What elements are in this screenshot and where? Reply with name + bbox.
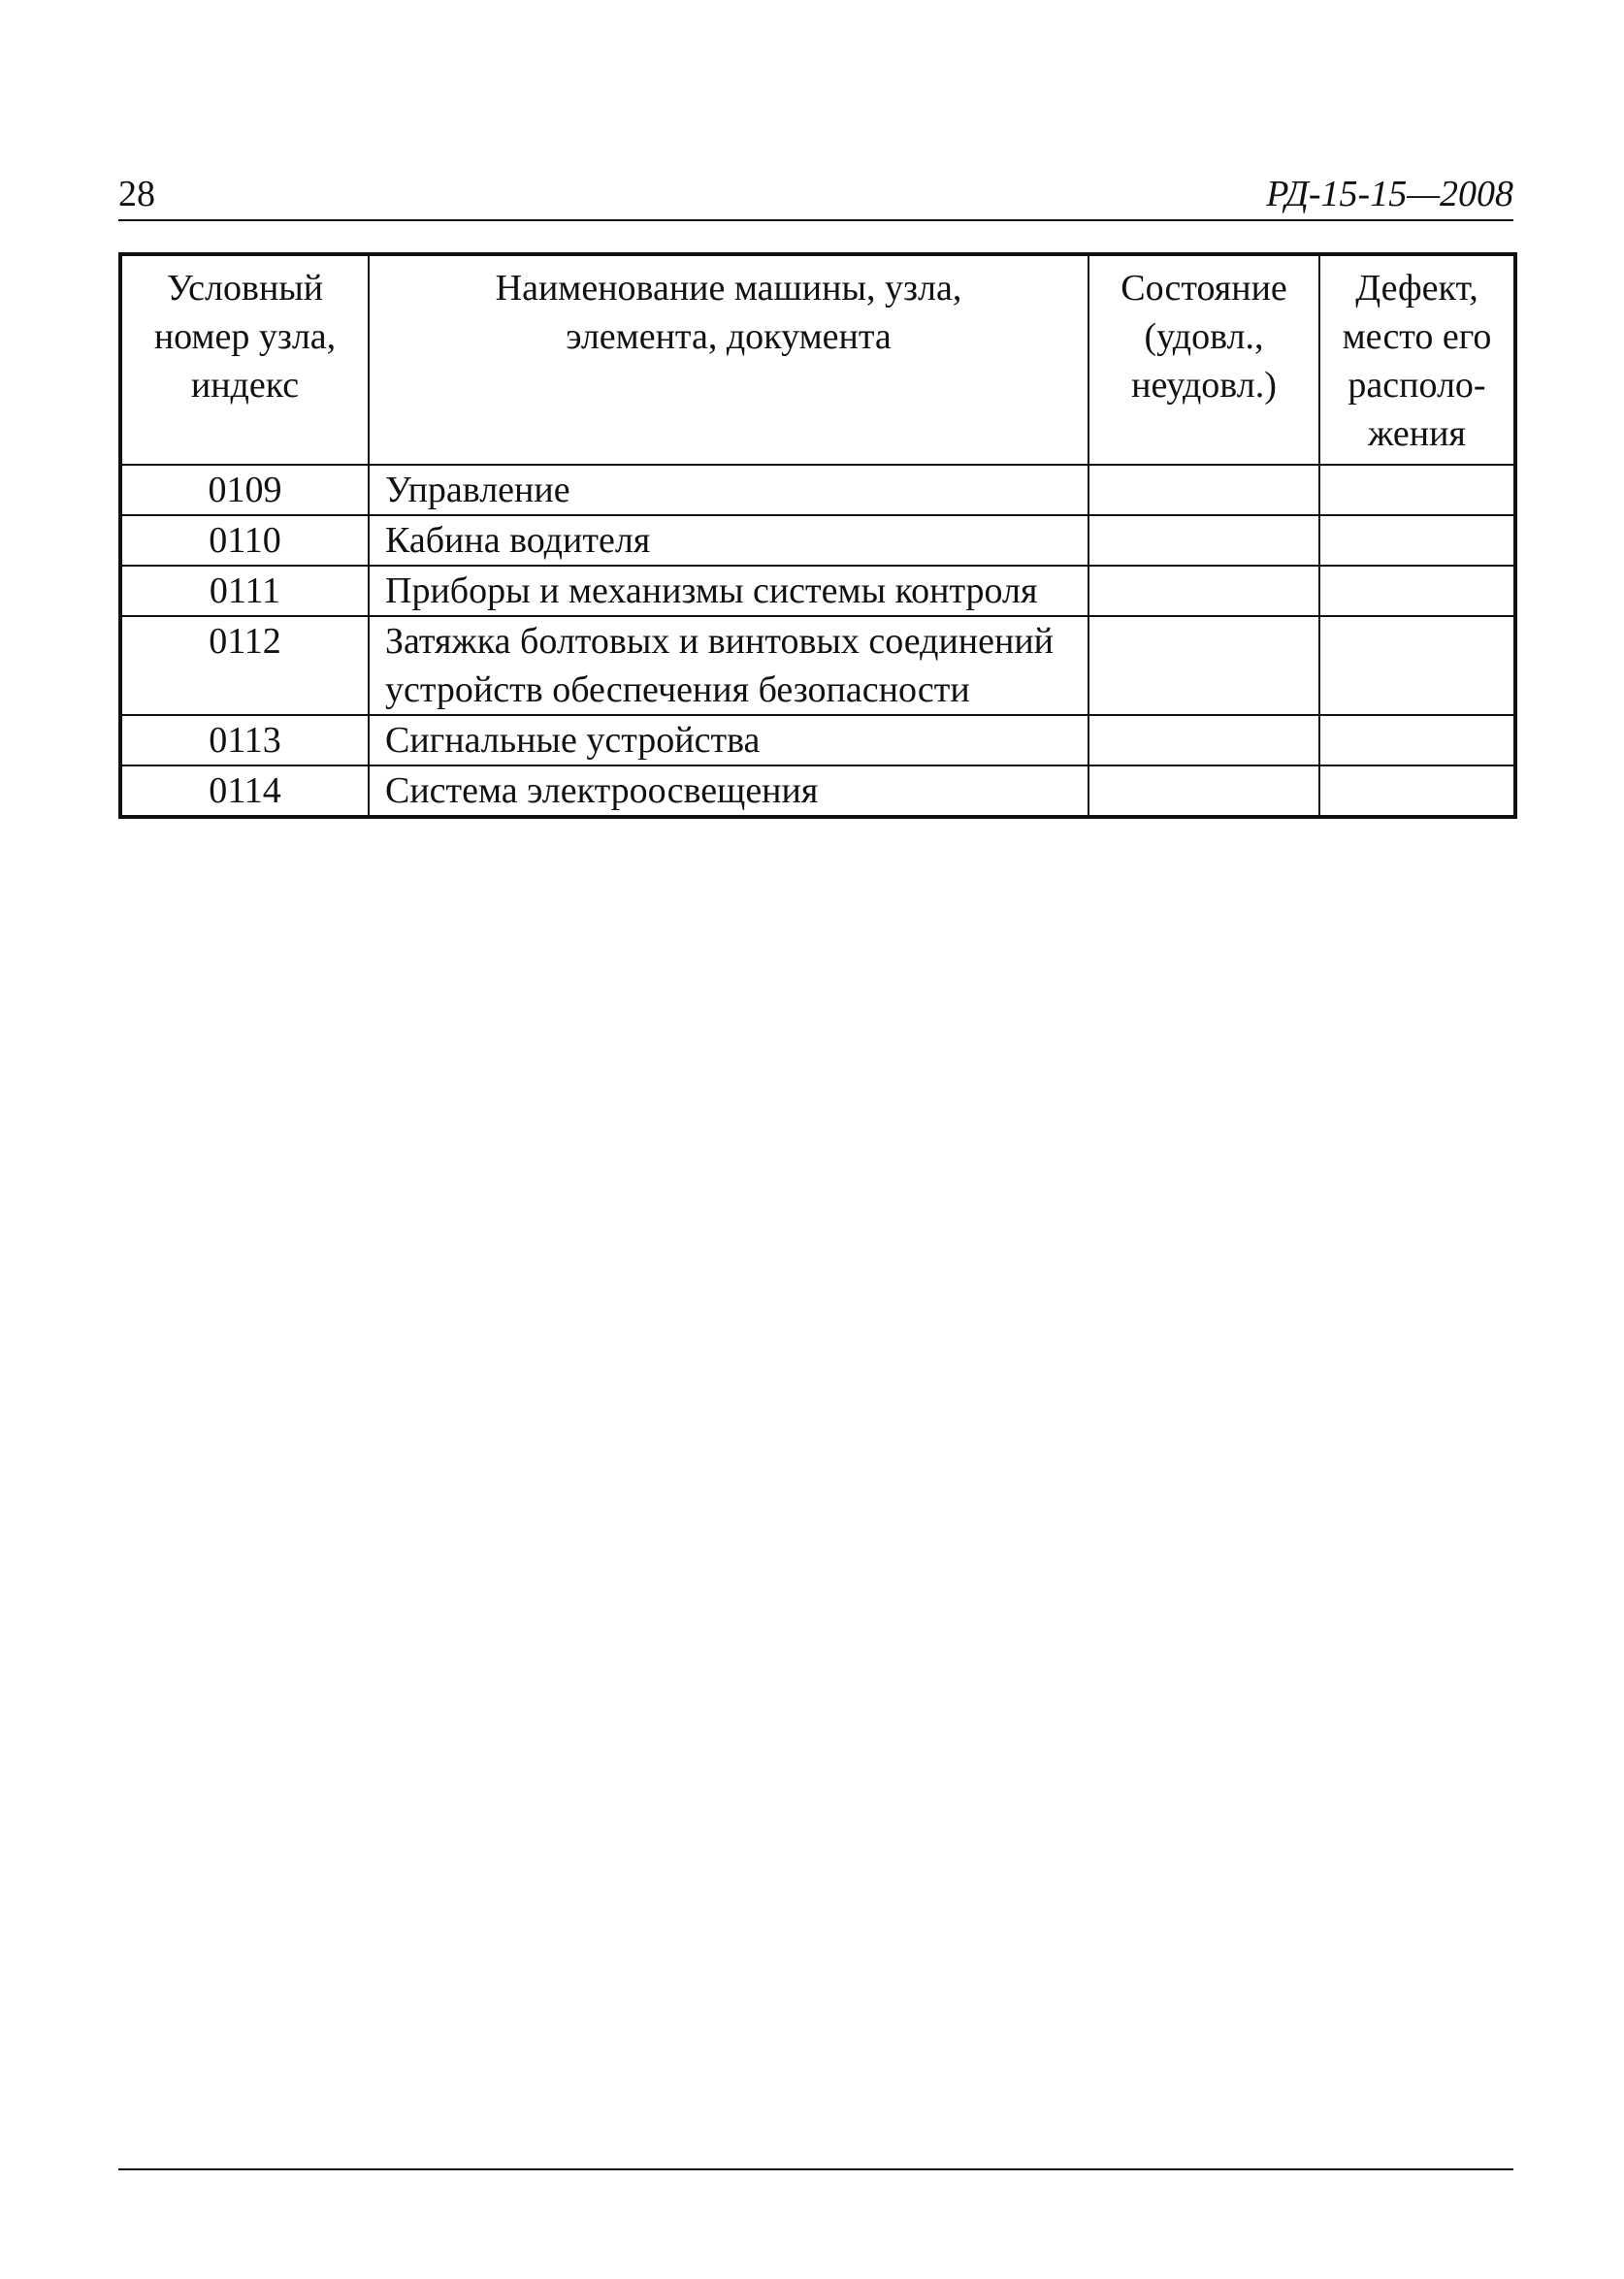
row-code: 0110	[120, 515, 369, 566]
row-code: 0113	[120, 715, 369, 765]
row-defect	[1319, 616, 1515, 715]
row-name: Управление	[369, 465, 1088, 515]
row-condition	[1088, 515, 1319, 566]
row-defect	[1319, 566, 1515, 616]
row-condition	[1088, 465, 1319, 515]
table-row	[120, 515, 1515, 566]
row-condition	[1088, 616, 1319, 715]
page-number: 28	[118, 174, 155, 214]
row-defect	[1319, 465, 1515, 515]
table-row	[120, 616, 1515, 715]
row-name: Система электроосвещения	[369, 765, 1088, 817]
column-header-code: Условный номер узла, индекс	[120, 254, 369, 465]
row-defect	[1319, 515, 1515, 566]
row-code: 0114	[120, 765, 369, 817]
inspection-table	[118, 252, 1517, 819]
row-code: 0111	[120, 566, 369, 616]
column-header-defect: Дефект, место его располо- жения	[1319, 254, 1515, 465]
row-name: Сигнальные устройства	[369, 715, 1088, 765]
document-code: РД-15-15—2008	[1266, 174, 1513, 214]
row-condition	[1088, 566, 1319, 616]
column-header-name: Наименование машины, узла, элемента, документа	[369, 254, 1088, 465]
row-defect	[1319, 765, 1515, 817]
row-defect	[1319, 715, 1515, 765]
column-header-condition: Состояние (удовл., неудовл.)	[1088, 254, 1319, 465]
row-condition	[1088, 765, 1319, 817]
table-header-row	[120, 254, 1515, 465]
row-name: Затяжка болтовых и винтовых соединений устройств обеспечения безопасности	[369, 616, 1088, 715]
page-header	[118, 171, 1513, 221]
table-row	[120, 715, 1515, 765]
row-name: Приборы и механизмы системы контроля	[369, 566, 1088, 616]
row-code: 0112	[120, 616, 369, 715]
footer-rule	[118, 2168, 1513, 2170]
row-name: Кабина водителя	[369, 515, 1088, 566]
table-row	[120, 765, 1515, 817]
row-condition	[1088, 715, 1319, 765]
table-row	[120, 566, 1515, 616]
row-code: 0109	[120, 465, 369, 515]
table-row	[120, 465, 1515, 515]
